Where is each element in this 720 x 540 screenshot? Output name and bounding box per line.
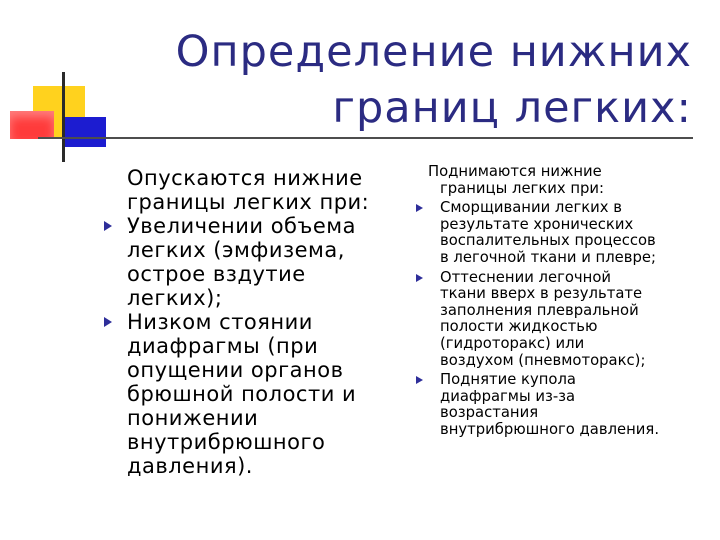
decor-red-square bbox=[10, 111, 54, 139]
list-item-line: в легочной ткани и плевре; bbox=[440, 248, 656, 266]
list-item-line: заполнения плевральной bbox=[440, 301, 639, 319]
bullet-arrow-icon bbox=[416, 376, 423, 384]
slide-title-line-2: границ легких: bbox=[332, 83, 692, 133]
list-item-line: внутрибрюшного bbox=[127, 430, 326, 454]
list-item-line: Сморщивании легких в bbox=[440, 199, 622, 217]
decor-blue-square bbox=[62, 117, 106, 147]
list-item-line: Поднятие купола bbox=[440, 371, 576, 389]
left-intro-line-2: границы легких при: bbox=[127, 190, 370, 214]
right-column bbox=[412, 164, 707, 439]
slide-title bbox=[132, 24, 692, 136]
list-item-line: результате хронических bbox=[440, 215, 634, 233]
list-item-line: Оттеснении легочной bbox=[440, 268, 611, 286]
list-item-line: диафрагмы (при bbox=[127, 334, 319, 358]
list-item-line: внутрибрюшного давления. bbox=[440, 420, 660, 438]
left-intro-line-1: Опускаются нижние bbox=[127, 166, 363, 190]
left-column bbox=[22, 166, 402, 478]
list-item-line: Увеличении объема bbox=[127, 214, 356, 238]
bullet-arrow-icon bbox=[416, 204, 423, 212]
list-item bbox=[412, 200, 707, 266]
list-item-line: острое вздутие bbox=[127, 262, 306, 286]
list-item-line: давления). bbox=[127, 454, 253, 478]
list-item-line: понижении bbox=[127, 406, 259, 430]
list-item-line: полости жидкостью bbox=[440, 318, 598, 336]
list-item bbox=[22, 214, 402, 310]
list-item bbox=[412, 372, 707, 438]
list-item-line: ткани вверх в результате bbox=[440, 285, 643, 303]
bullet-arrow-icon bbox=[104, 317, 112, 327]
title-divider-line bbox=[38, 137, 693, 139]
right-intro-line-2: границы легких при: bbox=[440, 179, 605, 197]
left-bullet-list bbox=[22, 214, 402, 478]
list-item-line: опущении органов bbox=[127, 358, 344, 382]
bullet-arrow-icon bbox=[416, 274, 423, 282]
list-item-line: брюшной полости и bbox=[127, 382, 357, 406]
list-item-line: легких); bbox=[127, 286, 223, 310]
list-item-line: легких (эмфизема, bbox=[127, 238, 345, 262]
right-intro-line-1: Поднимаются нижние bbox=[428, 163, 602, 180]
right-bullet-list bbox=[412, 200, 707, 438]
list-item bbox=[22, 310, 402, 478]
list-item-line: воспалительных процессов bbox=[440, 232, 656, 250]
slide-title-line-1: Определение нижних bbox=[175, 27, 692, 77]
list-item-line: возрастания bbox=[440, 404, 539, 422]
list-item-line: воздухом (пневмоторакс); bbox=[440, 351, 646, 369]
bullet-arrow-icon bbox=[104, 221, 112, 231]
list-item-line: Низком стоянии bbox=[127, 310, 313, 334]
list-item-line: диафрагмы из-за bbox=[440, 387, 576, 405]
list-item bbox=[412, 270, 707, 370]
list-item-line: (гидроторакс) или bbox=[440, 334, 585, 352]
decor-vertical-line bbox=[62, 72, 65, 162]
